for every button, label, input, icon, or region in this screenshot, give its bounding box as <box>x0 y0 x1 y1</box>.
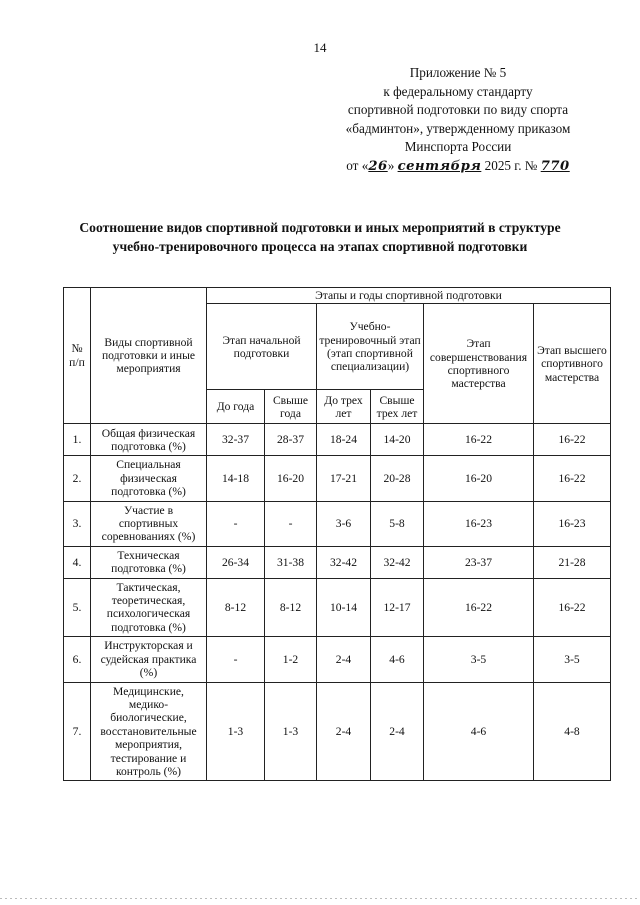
row-value: 16-22 <box>534 456 611 501</box>
row-value: 21-28 <box>534 546 611 578</box>
row-value: 10-14 <box>317 578 371 637</box>
table-row <box>64 578 611 637</box>
table-row <box>64 424 611 456</box>
row-value: 1-2 <box>265 637 317 682</box>
row-value: 32-42 <box>371 546 424 578</box>
order-number-handwritten: 770 <box>540 158 570 174</box>
appendix-line-1: Приложение № 5 <box>409 65 507 80</box>
row-value: 16-22 <box>424 578 534 637</box>
row-value: 2-4 <box>371 682 424 781</box>
table-row <box>64 637 611 682</box>
table-row <box>64 456 611 501</box>
header-sub-initial-2: Свыше года <box>265 390 317 424</box>
row-value: - <box>207 637 265 682</box>
header-num: № п/п <box>64 288 91 424</box>
row-kind: Техническая подготовка (%) <box>91 546 207 578</box>
row-value: 1-3 <box>265 682 317 781</box>
sport-training-ratio-table <box>63 287 611 781</box>
row-kind: Тактическая, теоретическая, психологическая подготовка (%) <box>91 578 207 637</box>
row-number: 2. <box>64 456 91 501</box>
header-stages-group: Этапы и годы спортивной подготовки <box>207 288 611 304</box>
title-line-1: Соотношение видов спортивной подготовки и иных мероприятий в структуре <box>79 220 561 235</box>
appendix-block <box>308 64 608 176</box>
header-sub-training-2: Свыше трех лет <box>371 390 424 424</box>
date-month-handwritten: сентября <box>397 158 482 174</box>
row-value: 16-22 <box>534 578 611 637</box>
appendix-line-2: к федеральному стандарту <box>383 83 533 99</box>
header-sub-initial-1: До года <box>207 390 265 424</box>
row-value: 3-5 <box>534 637 611 682</box>
row-value: 28-37 <box>265 424 317 456</box>
row-value: 16-22 <box>424 424 534 456</box>
title-line-2: учебно-тренировочного процесса на этапах спортивной подготовки <box>112 239 528 254</box>
row-value: 32-37 <box>207 424 265 456</box>
row-value: 2-4 <box>317 682 371 781</box>
row-value: 4-6 <box>371 637 424 682</box>
row-number: 3. <box>64 501 91 546</box>
row-value: 16-23 <box>424 501 534 546</box>
row-number: 5. <box>64 578 91 637</box>
row-value: 8-12 <box>265 578 317 637</box>
row-kind: Общая физическая подготовка (%) <box>91 424 207 456</box>
row-value: 16-20 <box>265 456 317 501</box>
table-row <box>64 682 611 781</box>
row-value: 20-28 <box>371 456 424 501</box>
row-kind: Участие в спортивных соревнованиях (%) <box>91 501 207 546</box>
row-value: 14-20 <box>371 424 424 456</box>
row-value: 23-37 <box>424 546 534 578</box>
row-value: 26-34 <box>207 546 265 578</box>
header-stage-improvement: Этап совершенствования спортивного мастерства <box>424 304 534 424</box>
document-title <box>20 218 620 256</box>
row-value: 3-6 <box>317 501 371 546</box>
row-value: 4-6 <box>424 682 534 781</box>
row-value: 2-4 <box>317 637 371 682</box>
row-kind: Специальная физическая подготовка (%) <box>91 456 207 501</box>
row-value: 1-3 <box>207 682 265 781</box>
header-row-group <box>64 288 611 304</box>
row-value: 16-20 <box>424 456 534 501</box>
date-suffix: 2025 г. № <box>481 157 541 173</box>
appendix-line-4: «бадминтон», утвержденному приказом <box>345 120 571 136</box>
row-value: 18-24 <box>317 424 371 456</box>
row-value: 16-23 <box>534 501 611 546</box>
row-kind: Медицинские, медико-биологические, восстановительные мероприятия, тестирование и контроль (%) <box>91 682 207 781</box>
row-value: 31-38 <box>265 546 317 578</box>
row-value: 3-5 <box>424 637 534 682</box>
row-value: 14-18 <box>207 456 265 501</box>
table-row <box>64 501 611 546</box>
appendix-line-5: Минспорта России <box>404 139 512 154</box>
row-value: 5-8 <box>371 501 424 546</box>
header-stage-highest: Этап высшего спортивного мастерства <box>534 304 611 424</box>
row-value: 8-12 <box>207 578 265 637</box>
scan-artifact-line <box>0 898 640 899</box>
date-prefix: от « <box>346 157 369 173</box>
page-number: 14 <box>313 40 327 55</box>
appendix-line-3: спортивной подготовки по виду спорта <box>347 102 569 117</box>
header-kind: Виды спортивной подготовки и иные мероприятия <box>91 288 207 424</box>
row-value: - <box>265 501 317 546</box>
row-value: 17-21 <box>317 456 371 501</box>
header-stage-training: Учебно-тренировочный этап (этап спортивной специализации) <box>317 304 424 390</box>
row-value: 4-8 <box>534 682 611 781</box>
row-value: - <box>207 501 265 546</box>
row-number: 7. <box>64 682 91 781</box>
table-row <box>64 546 611 578</box>
row-number: 1. <box>64 424 91 456</box>
date-mid: » <box>387 157 398 173</box>
row-number: 6. <box>64 637 91 682</box>
row-number: 4. <box>64 546 91 578</box>
order-date-line <box>308 157 608 177</box>
row-value: 16-22 <box>534 424 611 456</box>
date-day-handwritten: 26 <box>368 158 388 174</box>
row-value: 32-42 <box>317 546 371 578</box>
row-value: 12-17 <box>371 578 424 637</box>
header-stage-initial: Этап начальной подготовки <box>207 304 317 390</box>
row-kind: Инструкторская и судейская практика (%) <box>91 637 207 682</box>
header-sub-training-1: До трех лет <box>317 390 371 424</box>
